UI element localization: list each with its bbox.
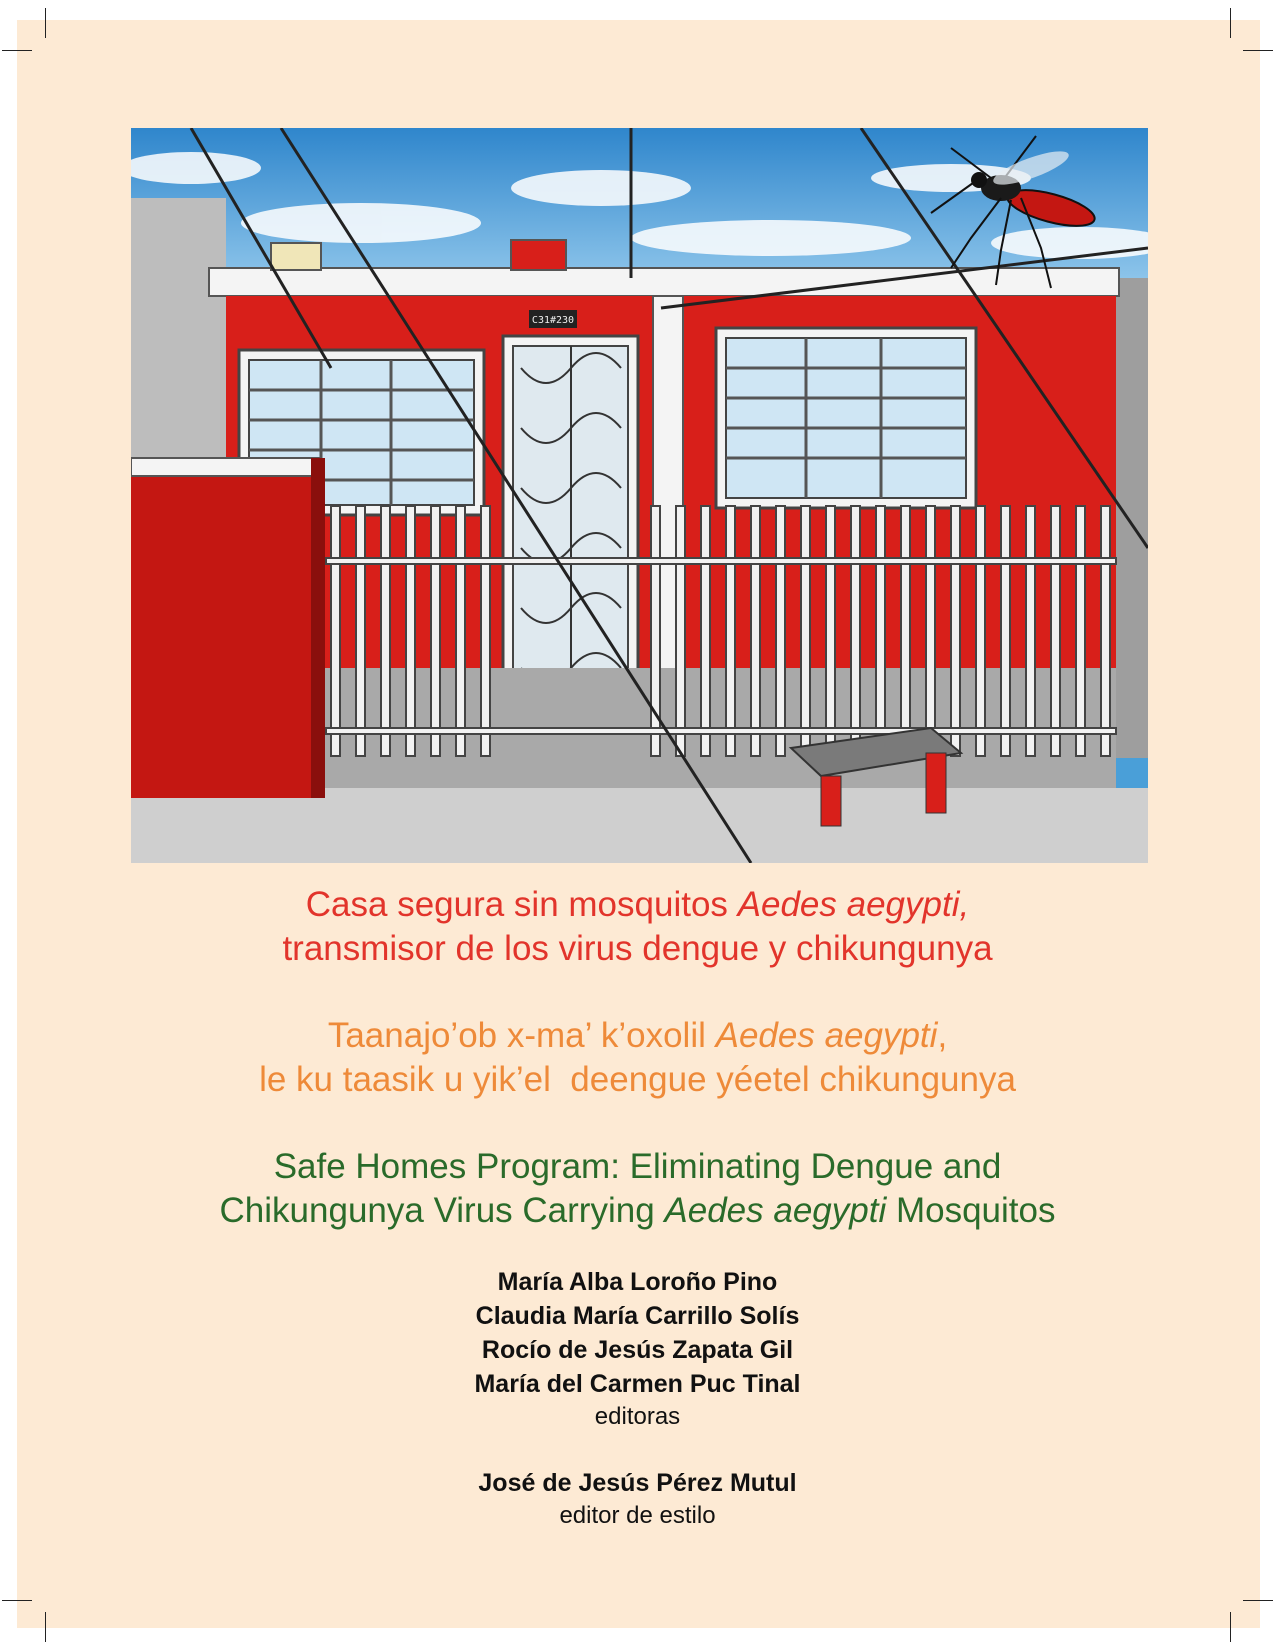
cover-illustration-house bbox=[131, 128, 1148, 863]
crop-mark-bottom-left-h bbox=[2, 1600, 32, 1601]
sidewalk bbox=[131, 788, 1148, 863]
crop-mark-top-left-v bbox=[45, 8, 46, 38]
roof-chimney bbox=[511, 240, 566, 270]
neighbor-building-left bbox=[131, 198, 226, 488]
title-spanish-line-2: transmisor de los virus dengue y chikungunya bbox=[282, 929, 993, 968]
title-spanish bbox=[0, 883, 1275, 971]
crop-mark-top-left-h bbox=[2, 50, 32, 51]
roof-slab bbox=[209, 268, 1119, 296]
crop-mark-bottom-right-v bbox=[1230, 1612, 1231, 1642]
editor-name: María Alba Loroño Pino bbox=[497, 1268, 778, 1296]
editor-name: Claudia María Carrillo Solís bbox=[475, 1302, 800, 1330]
crop-mark-bottom-left-v bbox=[45, 1612, 46, 1642]
title-maya-line-2: le ku taasik u yik’el deengue yéetel chikungunya bbox=[259, 1060, 1016, 1099]
wall-side bbox=[311, 458, 325, 798]
neighbor-wall-right bbox=[1116, 278, 1148, 758]
title-english bbox=[0, 1145, 1275, 1233]
style-editor-name: José de Jesús Pérez Mutul bbox=[478, 1469, 797, 1497]
style-editor-role: editor de estilo bbox=[559, 1502, 716, 1529]
title-english-line-1: Safe Homes Program: Eliminating Dengue and bbox=[273, 1147, 1002, 1186]
editors-credits bbox=[0, 1265, 1275, 1433]
title-spanish-line-1: Casa segura sin mosquitos Aedes aegypti, bbox=[305, 885, 970, 924]
title-maya bbox=[0, 1014, 1275, 1102]
editors-role: editoras bbox=[594, 1403, 681, 1430]
house-drawing bbox=[131, 128, 1148, 863]
wall-cap bbox=[131, 458, 321, 476]
house-number-text: C31#230 bbox=[531, 315, 575, 326]
water-tank bbox=[271, 243, 321, 270]
crop-mark-bottom-right-h bbox=[1243, 1600, 1273, 1601]
title-maya-line-1: Taanajo’ob x-ma’ k’oxolil Aedes aegypti, bbox=[327, 1016, 948, 1055]
title-english-line-2: Chikungunya Virus Carrying Aedes aegypti Mosquitos bbox=[219, 1191, 1056, 1230]
crop-mark-top-right-v bbox=[1230, 8, 1231, 38]
editor-name: María del Carmen Puc Tinal bbox=[474, 1370, 801, 1398]
style-editor-credits bbox=[0, 1466, 1275, 1532]
window-right bbox=[716, 328, 976, 508]
editor-name: Rocío de Jesús Zapata Gil bbox=[481, 1336, 794, 1364]
crop-mark-top-right-h bbox=[1243, 50, 1273, 51]
front-red-wall-left bbox=[131, 468, 321, 798]
